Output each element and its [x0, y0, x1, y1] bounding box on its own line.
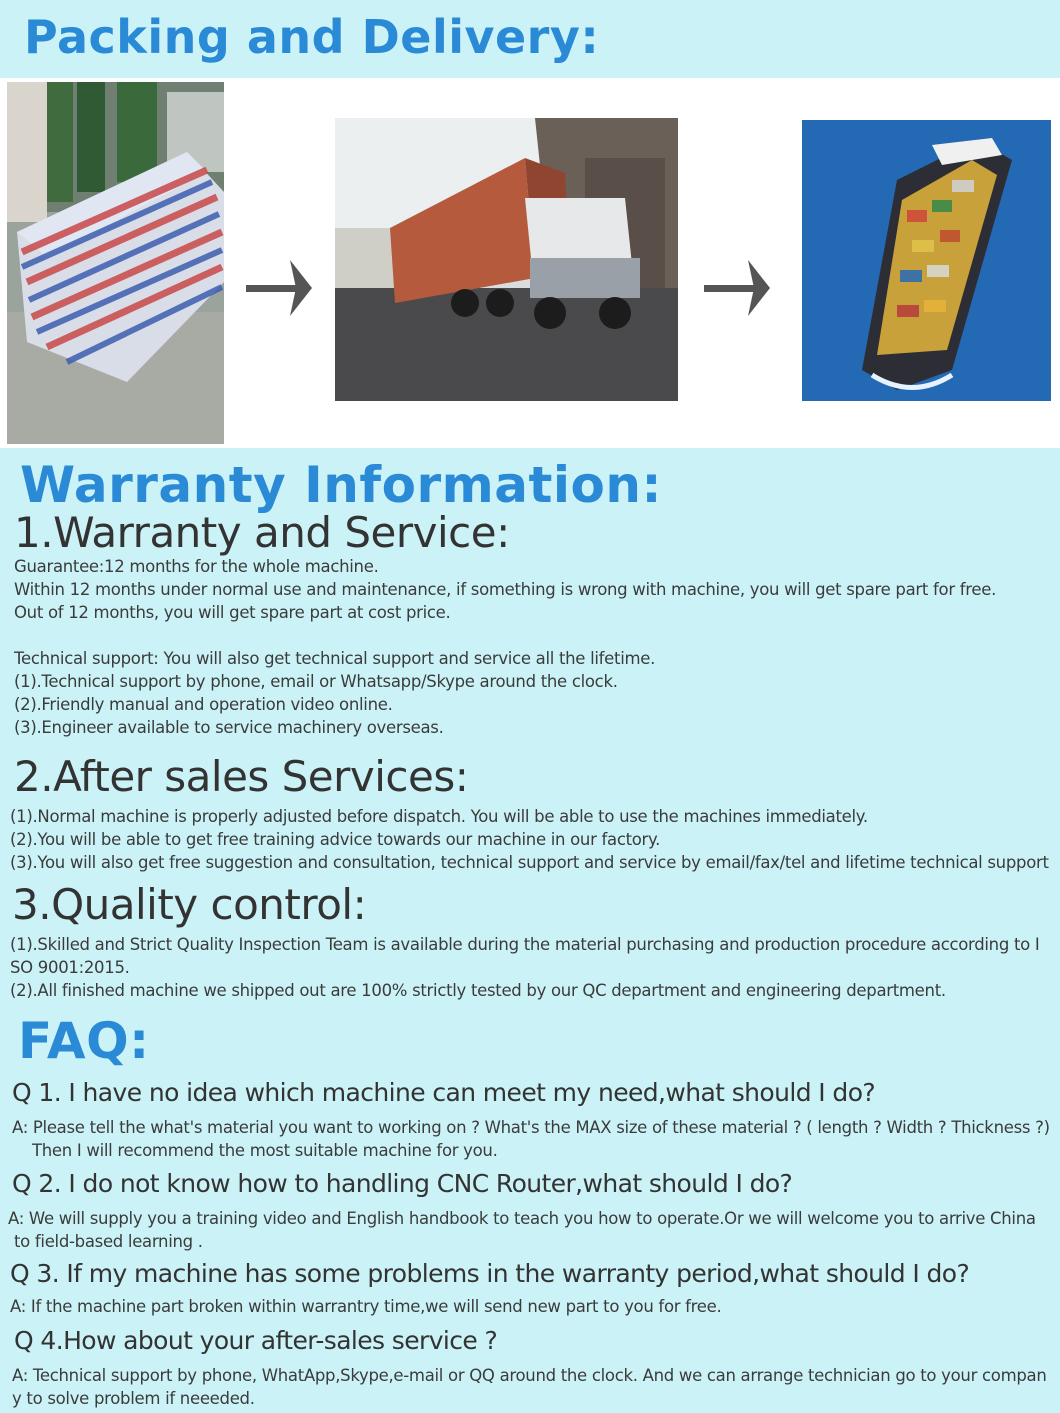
- faq-answer: A: We will supply you a training video and English handbook to teach you how to operate.Or we will welcome you to arrive China: [8, 1209, 1036, 1228]
- warranty-line: Out of 12 months, you will get spare part at cost price.: [14, 603, 451, 622]
- packing-title: Packing and Delivery:: [24, 10, 600, 64]
- warranty-line: (2).Friendly manual and operation video online.: [14, 695, 393, 714]
- warranty-service-heading: 1.Warranty and Service:: [14, 508, 510, 557]
- faq-answer: A: If the machine part broken within warrantry time,we will send new part to you for free.: [10, 1297, 722, 1316]
- arrow-right-icon: [704, 258, 772, 318]
- wrapped-machine-photo: [7, 82, 224, 444]
- warranty-line: Within 12 months under normal use and maintenance, if something is wrong with machine, you will get spare part for free.: [14, 580, 997, 599]
- faq-question: Q 3. If my machine has some problems in the warranty period,what should I do?: [10, 1259, 970, 1288]
- warranty-line: (3).Engineer available to service machinery overseas.: [14, 718, 444, 737]
- after-sales-line: (2).You will be able to get free training advice towards our machine in our factory.: [10, 830, 661, 849]
- container-truck-photo: [335, 118, 678, 401]
- faq-answer: A: Technical support by phone, WhatApp,Skype,e-mail or QQ around the clock. And we can arrange technician go to your compan: [12, 1366, 1047, 1385]
- warranty-title: Warranty Information:: [20, 456, 662, 514]
- after-sales-line: (3).You will also get free suggestion and consultation, technical support and service by email/fax/tel and lifetime technical support: [10, 853, 1049, 872]
- after-sales-line: (1).Normal machine is properly adjusted before dispatch. You will be able to use the machines immediately.: [10, 807, 868, 826]
- quality-control-heading: 3.Quality control:: [12, 880, 367, 929]
- faq-title: FAQ:: [18, 1012, 150, 1070]
- quality-line: SO 9001:2015.: [10, 958, 130, 977]
- faq-question: Q 4.How about your after-sales service ?: [14, 1326, 498, 1355]
- faq-answer: to field-based learning .: [14, 1232, 203, 1251]
- delivery-photo-band: [0, 78, 1060, 448]
- warranty-line: (1).Technical support by phone, email or Whatsapp/Skype around the clock.: [14, 672, 618, 691]
- arrow-right-icon: [246, 258, 314, 318]
- faq-question: Q 2. I do not know how to handling CNC Router,what should I do?: [12, 1169, 793, 1198]
- faq-answer: A: Please tell the what's material you want to working on ? What's the MAX size of these material ? ( length ? Width ? Thickness ?): [12, 1118, 1050, 1137]
- after-sales-heading: 2.After sales Services:: [14, 752, 469, 801]
- faq-question: Q 1. I have no idea which machine can meet my need,what should I do?: [12, 1078, 876, 1107]
- container-ship-photo: [802, 120, 1051, 401]
- faq-answer: y to solve problem if neeeded.: [12, 1389, 255, 1408]
- warranty-line: Guarantee:12 months for the whole machine.: [14, 557, 379, 576]
- quality-line: (1).Skilled and Strict Quality Inspection Team is available during the material purchasing and production procedure according to I: [10, 935, 1040, 954]
- warranty-line: Technical support: You will also get technical support and service all the lifetime.: [14, 649, 656, 668]
- faq-answer: Then I will recommend the most suitable machine for you.: [32, 1141, 498, 1160]
- quality-line: (2).All finished machine we shipped out are 100% strictly tested by our QC department and engineering department.: [10, 981, 946, 1000]
